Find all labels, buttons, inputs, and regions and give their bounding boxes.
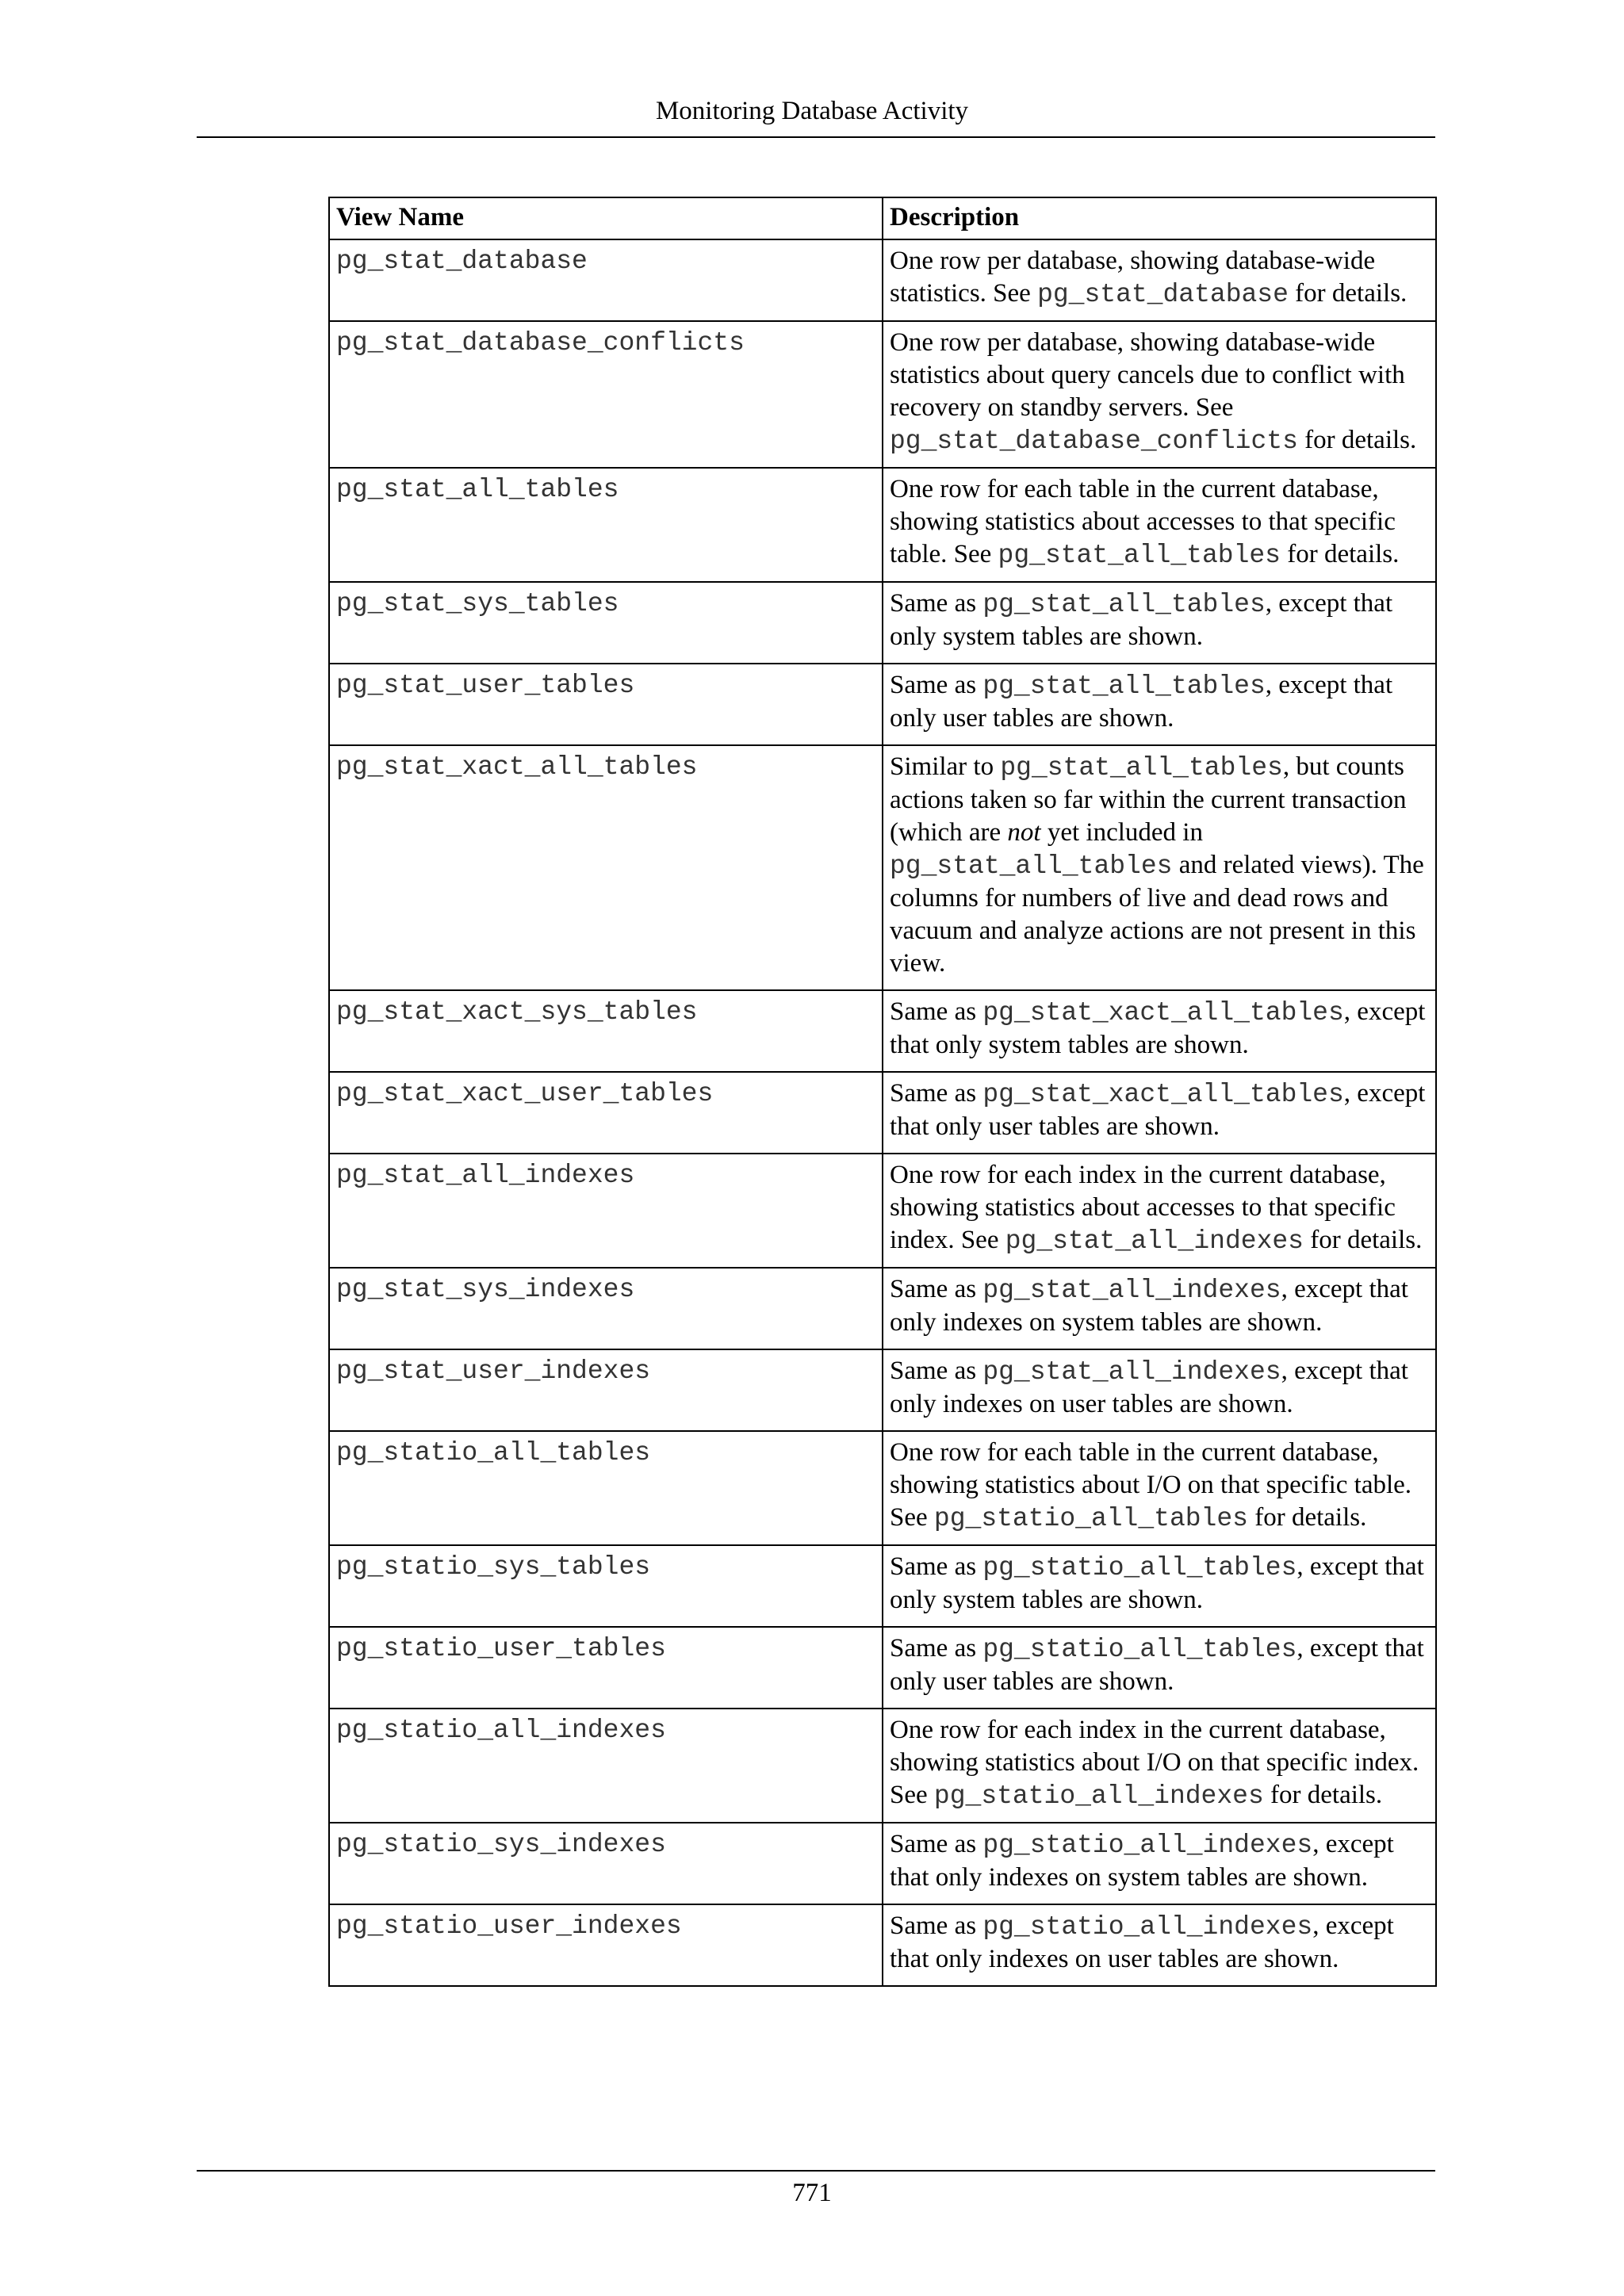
description-text: Same as	[890, 1552, 983, 1581]
view-reference: pg_statio_all_indexes	[982, 1831, 1313, 1860]
page-number: 771	[792, 2179, 832, 2207]
view-name-cell: pg_stat_database	[329, 239, 883, 321]
description-text: for details.	[1281, 540, 1400, 568]
description-text: Similar to	[890, 752, 1001, 781]
description-cell	[883, 664, 1436, 745]
table-row	[329, 1709, 1436, 1823]
view-name-cell: pg_stat_all_tables	[329, 468, 883, 582]
description-text: Same as	[890, 997, 983, 1026]
view-name-cell: pg_statio_all_indexes	[329, 1709, 883, 1823]
view-reference: pg_stat_all_indexes	[1005, 1226, 1304, 1256]
description-text: Same as	[890, 1911, 983, 1940]
table-row	[329, 1154, 1436, 1268]
description-cell	[883, 990, 1436, 1072]
table-row	[329, 321, 1436, 468]
table-row	[329, 664, 1436, 745]
table-row	[329, 1823, 1436, 1904]
description-cell	[883, 239, 1436, 321]
view-name-cell: pg_statio_sys_indexes	[329, 1823, 883, 1904]
table-body	[329, 239, 1436, 1986]
view-reference: pg_stat_xact_all_tables	[982, 1080, 1344, 1109]
description-cell	[883, 1627, 1436, 1709]
column-header-view-name: View Name	[329, 197, 883, 239]
description-text: One row for each index in the current database, showing statistics about accesses to that specific index. See	[890, 1161, 1396, 1254]
description-text: , except that only user tables are shown.	[890, 1079, 1426, 1141]
description-text: , except that only system tables are shown.	[890, 589, 1393, 651]
description-text: One row per database, showing database-wide statistics. See	[890, 247, 1376, 308]
description-text: for details.	[1303, 1226, 1423, 1254]
table-row	[329, 239, 1436, 321]
view-reference: pg_stat_all_tables	[890, 851, 1173, 881]
description-text: for details.	[1288, 279, 1408, 308]
description-text: for details.	[1247, 1503, 1367, 1532]
description-text: Same as	[890, 589, 983, 618]
description-cell	[883, 1545, 1436, 1627]
description-text: , except that only user tables are shown.	[890, 671, 1393, 733]
view-reference: pg_stat_all_tables	[982, 590, 1266, 619]
view-name-cell: pg_stat_xact_user_tables	[329, 1072, 883, 1154]
table-row	[329, 1349, 1436, 1431]
view-reference: pg_stat_all_indexes	[982, 1357, 1281, 1387]
description-cell	[883, 745, 1436, 990]
view-reference: pg_statio_all_tables	[982, 1553, 1297, 1582]
table-row	[329, 582, 1436, 664]
description-cell	[883, 1904, 1436, 1986]
description-text: One row for each index in the current database, showing statistics about I/O on that specific index. See	[890, 1716, 1419, 1809]
view-reference: pg_stat_all_tables	[998, 541, 1281, 570]
view-name-cell: pg_statio_all_tables	[329, 1431, 883, 1545]
description-text: Same as	[890, 1275, 983, 1303]
view-reference: pg_statio_all_tables	[933, 1504, 1248, 1533]
view-name-cell: pg_stat_sys_tables	[329, 582, 883, 664]
description-cell	[883, 1823, 1436, 1904]
description-cell	[883, 1154, 1436, 1268]
description-cell	[883, 1268, 1436, 1349]
description-text: One row for each table in the current database, showing statistics about accesses to that specific table. See	[890, 475, 1396, 568]
description-cell	[883, 582, 1436, 664]
view-reference: pg_stat_all_tables	[982, 672, 1266, 701]
description-cell	[883, 468, 1436, 582]
description-text: , except that only indexes on system tables are shown.	[890, 1275, 1408, 1337]
description-text: , but counts actions taken so far within the current transaction (which are	[890, 752, 1407, 847]
view-name-cell: pg_stat_all_indexes	[329, 1154, 883, 1268]
view-name-cell: pg_stat_xact_all_tables	[329, 745, 883, 990]
table-row	[329, 990, 1436, 1072]
view-name-cell: pg_stat_user_indexes	[329, 1349, 883, 1431]
table-row	[329, 1431, 1436, 1545]
views-table	[328, 197, 1437, 1987]
description-cell	[883, 321, 1436, 468]
description-text: , except that only system tables are shown.	[890, 1552, 1424, 1614]
view-reference: pg_stat_xact_all_tables	[982, 998, 1344, 1027]
view-reference: pg_stat_database	[1037, 280, 1289, 309]
column-header-description: Description	[883, 197, 1436, 239]
description-text: for details.	[1297, 426, 1417, 454]
table-row	[329, 1904, 1436, 1986]
description-text: , except that only indexes on user tables are shown.	[890, 1911, 1394, 1973]
description-text: , except that only indexes on system tables are shown.	[890, 1830, 1394, 1892]
description-text: yet included in	[1040, 818, 1203, 847]
description-text: Same as	[890, 671, 983, 699]
description-cell	[883, 1709, 1436, 1823]
description-text: One row per database, showing database-wide statistics about query cancels due to conflict with recovery on standby servers. See	[890, 328, 1405, 422]
description-text: , except that only user tables are shown.	[890, 1634, 1424, 1696]
table-row	[329, 1627, 1436, 1709]
description-cell	[883, 1072, 1436, 1154]
view-reference: pg_statio_all_tables	[982, 1635, 1297, 1664]
view-reference: pg_stat_all_indexes	[982, 1276, 1281, 1305]
view-name-cell: pg_stat_sys_indexes	[329, 1268, 883, 1349]
description-text: Same as	[890, 1830, 983, 1858]
view-name-cell: pg_stat_database_conflicts	[329, 321, 883, 468]
view-name-cell: pg_statio_user_indexes	[329, 1904, 883, 1986]
description-text: Same as	[890, 1357, 983, 1385]
description-text: Same as	[890, 1079, 983, 1108]
description-text: Same as	[890, 1634, 983, 1663]
description-cell	[883, 1349, 1436, 1431]
page-header-title: Monitoring Database Activity	[655, 97, 969, 125]
header-divider	[197, 136, 1435, 138]
view-name-cell: pg_stat_xact_sys_tables	[329, 990, 883, 1072]
emphasis-text: not	[1007, 818, 1041, 847]
description-text: for details.	[1263, 1781, 1383, 1809]
description-text: and related views). The columns for numbers of live and dead rows and vacuum and analyze actions are not present in this view.	[890, 851, 1424, 978]
view-name-cell: pg_stat_user_tables	[329, 664, 883, 745]
view-reference: pg_stat_all_tables	[1000, 753, 1283, 783]
table-row	[329, 1072, 1436, 1154]
table-header-row	[329, 197, 1436, 239]
description-text: One row for each table in the current database, showing statistics about I/O on that specific table. See	[890, 1438, 1412, 1532]
table-row	[329, 1268, 1436, 1349]
description-text: , except that only system tables are shown.	[890, 997, 1426, 1059]
table-row	[329, 468, 1436, 582]
description-cell	[883, 1431, 1436, 1545]
view-reference: pg_statio_all_indexes	[933, 1781, 1264, 1811]
view-name-cell: pg_statio_user_tables	[329, 1627, 883, 1709]
footer-divider	[197, 2170, 1435, 2172]
view-reference: pg_statio_all_indexes	[982, 1912, 1313, 1942]
table-row	[329, 745, 1436, 990]
table-row	[329, 1545, 1436, 1627]
view-reference: pg_stat_database_conflicts	[890, 427, 1298, 456]
description-text: , except that only indexes on user tables are shown.	[890, 1357, 1408, 1418]
view-name-cell: pg_statio_sys_tables	[329, 1545, 883, 1627]
